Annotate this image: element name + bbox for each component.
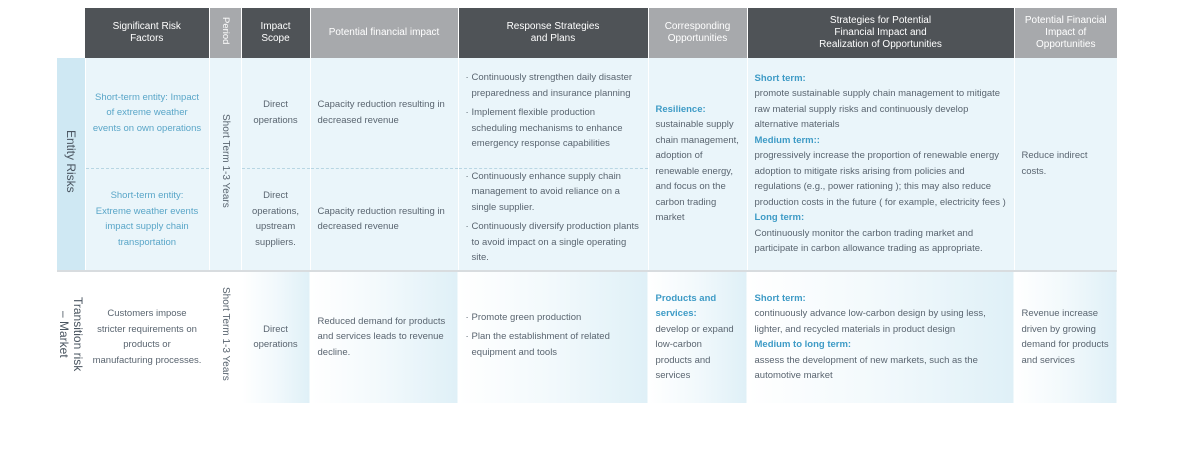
header-response-strategies: Response Strategies and Plans [458, 8, 648, 58]
term-short-label: Short term: [754, 292, 806, 304]
table-row [57, 271, 1117, 403]
response-item: · Continuously enhance supply chain management to avoid reliance on a single supplier. [466, 169, 641, 216]
opportunity-text: develop or expand low-carbon products and services [655, 323, 734, 381]
group-entity-risks [57, 58, 85, 271]
term-long-label: Long term: [754, 212, 805, 224]
group-transition-risk [57, 271, 85, 403]
impact-scope: Direct operations, upstream suppliers. [241, 168, 310, 271]
period-label: Short Term 1-3 Years [219, 114, 231, 208]
impact-scope: Direct operations [241, 58, 310, 168]
response-plans [458, 58, 648, 168]
financial-opportunity: Revenue increase driven by growing demand for products and services [1014, 271, 1117, 403]
period-cell [209, 271, 241, 403]
impact-scope: Direct operations [241, 271, 310, 403]
response-item: · Implement flexible production scheduling mechanisms to enhance emergency response capabilities [466, 105, 641, 152]
financial-impact: Reduced demand for products and services leads to revenue decline. [310, 271, 458, 403]
term-short-text: promote sustainable supply chain management to mitigate raw material supply risks and continuously develop alternative materials [754, 88, 1001, 131]
response-item: · Plan the establishment of related equipment and tools [466, 329, 641, 360]
opportunity-cell [648, 58, 747, 271]
risk-table [57, 8, 1117, 403]
period-cell [209, 58, 241, 271]
response-item: · Continuously strengthen daily disaster preparedness and insurance planning [466, 70, 641, 101]
table-row [57, 58, 1117, 168]
header-period-label: Period [220, 17, 231, 45]
term-medium-long-text: assess the development of new markets, such as the automotive market [754, 354, 978, 381]
header-strategies: Strategies for Potential Financial Impact and Realization of Opportunities [747, 8, 1014, 58]
risk-factor: Short-term entity: Extreme weather events impact supply chain transportation [85, 168, 209, 271]
response-plans [458, 168, 648, 271]
response-item: · Continuously diversify production plants to avoid impact on a single operating site. [466, 219, 641, 266]
header-opportunities: Corresponding Opportunities [648, 8, 747, 58]
financial-impact: Capacity reduction resulting in decreased revenue [310, 58, 458, 168]
group-transition-label: Transition risk – Market [57, 297, 85, 372]
financial-impact: Capacity reduction resulting in decreased revenue [310, 168, 458, 271]
financial-opportunity: Reduce indirect costs. [1014, 58, 1117, 271]
opportunity-heading: Resilience: [655, 103, 706, 115]
header-financial-impact: Potential financial impact [310, 8, 458, 58]
term-long-text: Continuously monitor the carbon trading market and participate in carbon allowance trading as appropriate. [754, 227, 983, 255]
term-medium-label: Medium term:: [754, 134, 820, 146]
header-risk-factors: Significant Risk Factors [85, 8, 209, 58]
opportunity-cell [648, 271, 747, 403]
period-label: Short Term 1-3 Years [219, 287, 231, 382]
term-short-text: continuously advance low-carbon design by using less, lighter, and recycled materials in product design [754, 308, 986, 335]
response-plans [458, 271, 648, 403]
header-row [57, 8, 1117, 58]
strategy-cell [747, 271, 1014, 403]
risk-factor: Customers impose stricter requirements on products or manufacturing processes. [85, 271, 209, 403]
group-entity-label: Entity Risks [63, 129, 78, 193]
response-item: · Promote green production [466, 310, 641, 326]
term-medium-long-label: Medium to long term: [754, 339, 852, 350]
term-short-label: Short term: [754, 72, 806, 84]
header-period [209, 8, 241, 58]
header-impact-scope: Impact Scope [241, 8, 310, 58]
risk-factor: Short-term entity: Impact of extreme weather events on own operations [85, 58, 209, 168]
header-blank [57, 8, 85, 58]
header-financial-opportunities: Potential Financial Impact of Opportunities [1014, 8, 1117, 58]
strategy-cell [747, 58, 1014, 271]
term-medium-text: progressively increase the proportion of renewable energy adoption to mitigate risks arising from policies and regulations (e.g., power rationing ); this may also reduce production costs in the future ( for example, electricity fees ) [754, 150, 1006, 208]
opportunity-text: sustainable supply chain management, adoption of renewable energy, and focus on the carbon trading market [655, 119, 739, 224]
opportunity-heading: Products and services: [655, 292, 717, 319]
